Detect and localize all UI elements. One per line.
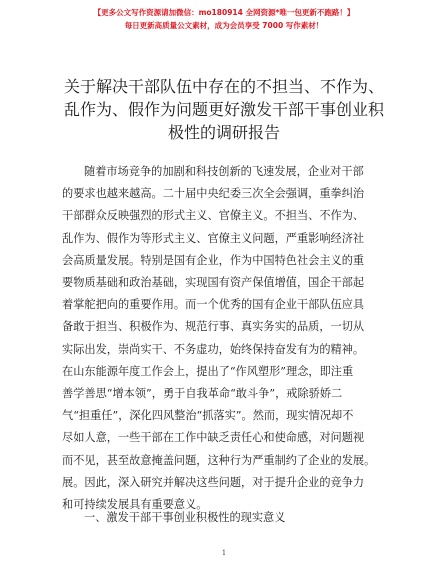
- body-line: 着掌舵把向的重要作用。而一个优秀的国有企业干部队伍应具: [62, 298, 365, 312]
- promo-banner-line-2: 每日更新高质量公文素材，成为会员享受 7000 写作素材！: [124, 21, 324, 30]
- body-line: 善学善思“增本领”，勇于自我革命“敢斗争”，戒除骄娇二: [62, 387, 343, 401]
- body-line: 在山东能源年度工作会上，提出了“作风塑形”理念，即注重: [62, 364, 354, 378]
- body-line: 而不见，甚至故意掩盖问题，这种行为严重制约了企业的发展。: [62, 453, 376, 467]
- body-line: 会高质量发展。特别是国有企业，作为中国特色社会主义的重: [62, 253, 365, 267]
- promo-banner-line-1: 【更多公文写作资源请加微信：mo180914 全网资源*唯一包更新不跑路！】: [93, 8, 355, 17]
- title-line: 关于解决干部队伍中存在的不担当、不作为、: [63, 77, 384, 96]
- body-paragraph: [62, 161, 392, 516]
- document-title: [30, 75, 418, 144]
- body-line: 展。因此，深入研究并解决这些问题，对于提升企业的竞争力: [62, 475, 365, 489]
- title-line: 乱作为、假作为问题更好激发干部干事创业积: [63, 100, 384, 119]
- body-line: 随着市场竞争的加剧和科技创新的飞速发展，企业对干部: [84, 165, 364, 178]
- body-line: 备敢于担当、积极作为、规范行事、真实务实的品质，一切从: [62, 320, 365, 334]
- body-line: 的要求也越来越高。二十届中央纪委三次全会强调，重拳纠治: [62, 187, 365, 201]
- body-line: 乱作为、假作为等形式主义、官僚主义问题，严重影响经济社: [62, 231, 365, 245]
- body-line: 气“担重任”，深化四风整治“抓落实”。然而，现实情况却不: [62, 409, 354, 423]
- body-line: 和可持续发展具有重要意义。: [62, 498, 208, 512]
- title-line: 极性的调研报告: [167, 123, 280, 142]
- section-heading: 一、激发干部干事创业积极性的现实意义: [84, 511, 286, 524]
- page-number: 1: [221, 549, 227, 557]
- body-line: 实际出发，崇尚实干、不务虚功，始终保持奋发有为的精神。: [62, 342, 365, 356]
- body-line: 尽如人意，一些干部在工作中缺乏责任心和使命感，对问题视: [62, 431, 365, 445]
- body-line: 要物质基础和政治基础，实现国有资产保值增值，国企干部起: [62, 276, 365, 290]
- body-line: 干部群众反映强烈的形式主义、官僚主义。不担当、不作为、: [62, 209, 365, 223]
